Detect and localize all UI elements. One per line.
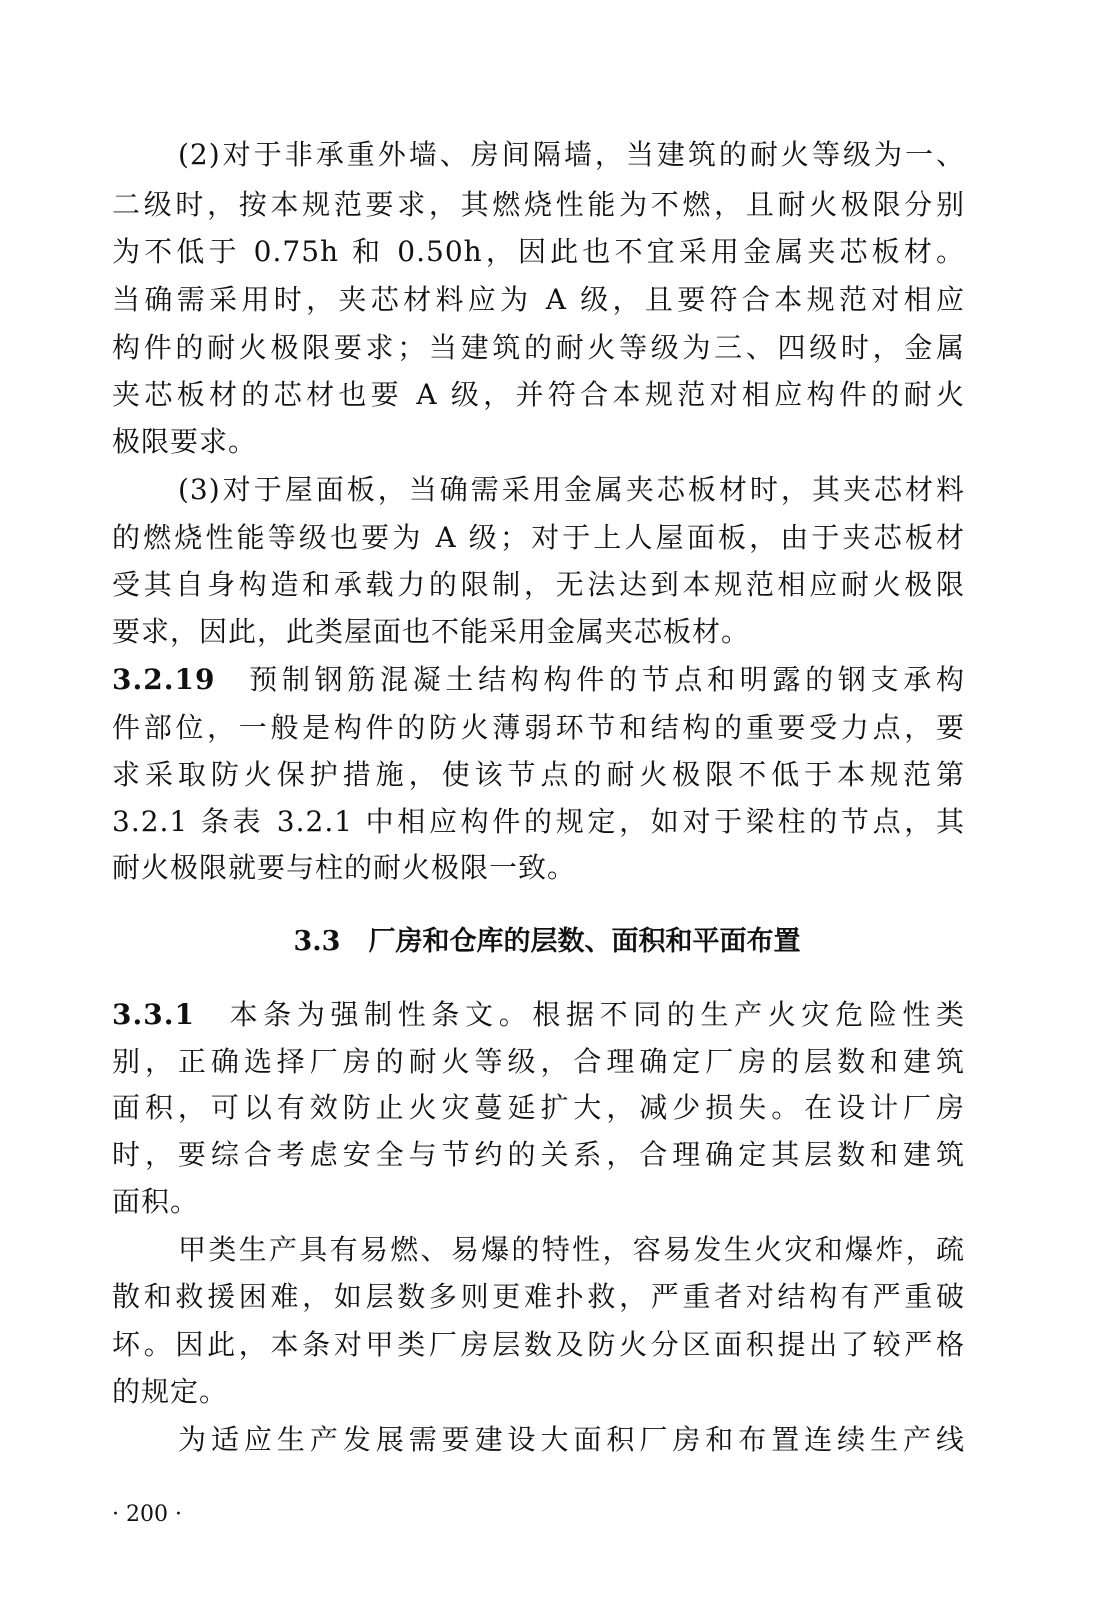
text-line: 面积，可以有效防止火灾蔓延扩大，减少损失。在设计厂房 (112, 1091, 965, 1124)
text-line: 面积。 (112, 1185, 200, 1218)
clause-line (112, 660, 965, 700)
text-line: 耐火极限就要与柱的耐火极限一致。 (112, 851, 577, 884)
text-line: 件部位，一般是构件的防火薄弱环节和结构的重要受力点，要 (112, 711, 965, 744)
text-line: 夹芯板材的芯材也要 A 级，并符合本规范对相应构件的耐火 (112, 378, 965, 411)
clause-line (112, 995, 965, 1035)
text-line: 3.2.1 条表 3.2.1 中相应构件的规定，如对于梁柱的节点，其 (112, 805, 965, 838)
page-number: · 200 · (112, 1502, 182, 1527)
text-line: 求采取防火保护措施，使该节点的耐火极限不低于本规范第 (112, 758, 965, 791)
text-line: 为适应生产发展需要建设大面积厂房和布置连续生产线 (178, 1423, 965, 1456)
text-line: 二级时，按本规范要求，其燃烧性能为不燃，且耐火极限分别 (112, 188, 965, 221)
section-title: 厂房和仓库的层数、面积和平面布置 (368, 926, 801, 957)
text-line: 当确需采用时，夹芯材料应为 A 级，且要符合本规范对相应 (112, 283, 965, 316)
text-line: 的规定。 (112, 1375, 229, 1408)
text-line: (2)对于非承重外墙、房间隔墙，当建筑的耐火等级为一、 (178, 138, 965, 171)
clause-text: 本条为强制性条文。根据不同的生产火灾危险性类 (224, 998, 965, 1031)
text-line: 极限要求。 (112, 425, 258, 458)
text-line: 要求，因此，此类屋面也不能采用金属夹芯板材。 (112, 615, 751, 648)
text-line: 受其自身构造和承载力的限制，无法达到本规范相应耐火极限 (112, 568, 965, 601)
section-heading (0, 922, 1094, 962)
text-line: 别，正确选择厂房的耐火等级，合理确定厂房的层数和建筑 (112, 1045, 965, 1078)
section-number: 3.3 (293, 926, 341, 957)
clause-text: 预制钢筋混凝土结构构件的节点和明露的钢支承构 (245, 663, 965, 696)
text-line: 散和救援困难，如层数多则更难扑救，严重者对结构有严重破 (112, 1280, 965, 1313)
text-line: 时，要综合考虑安全与节约的关系，合理确定其层数和建筑 (112, 1138, 965, 1171)
text-line: 构件的耐火极限要求；当建筑的耐火等级为三、四级时，金属 (112, 331, 965, 364)
text-line: 坏。因此，本条对甲类厂房层数及防火分区面积提出了较严格 (112, 1328, 965, 1361)
text-line: (3)对于屋面板，当确需采用金属夹芯板材时，其夹芯材料 (178, 473, 965, 506)
text-line: 的燃烧性能等级也要为 A 级；对于上人屋面板，由于夹芯板材 (112, 521, 965, 554)
clause-number: 3.2.19 (112, 663, 216, 696)
text-line: 为不低于 0.75h 和 0.50h，因此也不宜采用金属夹芯板材。 (112, 235, 965, 268)
text-line: 甲类生产具有易燃、易爆的特性，容易发生火灾和爆炸，疏 (178, 1233, 965, 1266)
clause-number: 3.3.1 (112, 998, 195, 1031)
